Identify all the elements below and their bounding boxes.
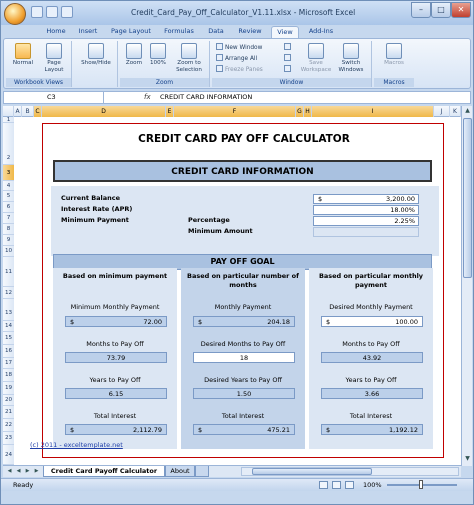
switch-windows-button[interactable]: Switch Windows — [334, 43, 368, 74]
scroll-up-icon[interactable]: ▲ — [465, 107, 470, 114]
row-header[interactable]: 8 — [3, 224, 14, 235]
new-window-button[interactable]: New Window — [216, 43, 262, 53]
column-header[interactable]: D — [42, 106, 166, 117]
tab-view[interactable]: View — [271, 26, 299, 38]
row-header[interactable]: 17 — [3, 358, 14, 369]
col1-value-1: $ 72.00 — [65, 316, 167, 327]
col1-label-3: Years to Pay Off — [89, 376, 141, 384]
group-workbook-views — [6, 41, 72, 87]
insert-sheet-icon[interactable] — [195, 466, 209, 477]
col3-value-2: 43.92 — [321, 352, 423, 363]
row-headers — [3, 117, 14, 465]
minimize-button[interactable]: – — [411, 2, 431, 18]
copyright-link[interactable]: (c) 2011 - exceltemplate.net — [30, 441, 123, 449]
col1-label-2: Months to Pay Off — [86, 340, 144, 348]
row-header[interactable]: 14 — [3, 321, 14, 332]
col3-label-4: Total Interest — [349, 412, 393, 420]
macros-button[interactable]: Macros — [378, 43, 410, 67]
unhide-icon — [284, 65, 291, 72]
col2-value-3: 1.50 — [193, 388, 295, 399]
col3-value-3: 3.66 — [321, 388, 423, 399]
col3-value-4: $ 1,192.12 — [321, 424, 423, 435]
column-header[interactable]: C — [34, 106, 42, 117]
column-header[interactable]: K — [450, 106, 461, 117]
minimum-amount-output — [313, 227, 419, 237]
col3-label-2: Months to Pay Off — [342, 340, 400, 348]
col1-value-3: 6.15 — [65, 388, 167, 399]
group-macros — [374, 41, 414, 87]
row-header[interactable]: 9 — [3, 235, 14, 246]
col2-title: Based on particular number of months — [187, 272, 299, 289]
tab-page-layout[interactable]: Page Layout — [111, 27, 151, 35]
calculator-sheet — [42, 123, 444, 458]
col3-label-3: Years to Pay Off — [345, 376, 397, 384]
zoom-to-selection-button[interactable]: Zoom to Selection — [170, 43, 208, 74]
current-balance-value: 3,200.00 — [386, 195, 415, 203]
group-label: Macros — [374, 78, 414, 87]
zoom-100-button[interactable]: 100% — [146, 43, 170, 67]
percentage-label: Percentage — [188, 216, 230, 224]
col1-label-1: Minimum Monthly Payment — [70, 303, 160, 311]
group-label: Window — [212, 78, 371, 87]
col2-value-4: $ 475.21 — [193, 424, 295, 435]
col2-label-2: Desired Months to Pay Off — [200, 340, 286, 348]
sheet-tab-about[interactable]: About — [165, 466, 195, 477]
minimum-payment-column — [53, 268, 177, 449]
show-hide-icon — [88, 43, 104, 59]
freeze-icon — [216, 65, 223, 72]
payoff-header: PAY OFF GOAL — [53, 254, 432, 270]
col3-label-1: Desired Monthly Payment — [329, 303, 413, 311]
row-header[interactable]: 4 — [3, 181, 14, 191]
group-zoom — [120, 41, 210, 87]
zoom-100-icon — [150, 43, 166, 59]
ribbon — [3, 38, 471, 89]
scroll-down-icon[interactable]: ▼ — [465, 455, 470, 462]
group-show-hide — [74, 41, 118, 87]
maximize-button[interactable]: □ — [431, 2, 451, 18]
row-header[interactable]: 18 — [3, 369, 14, 382]
first-sheet-icon[interactable]: ◀ — [7, 468, 12, 474]
row-header[interactable]: 2 — [3, 123, 14, 165]
minimum-amount-label: Minimum Amount — [188, 227, 253, 235]
formula-bar — [3, 91, 471, 104]
hide-button[interactable] — [284, 54, 293, 64]
page-break-view-icon[interactable] — [345, 481, 354, 489]
col1-value-4: $ 2,112.79 — [65, 424, 167, 435]
freeze-panes-button[interactable]: Freeze Panes — [216, 65, 263, 75]
worksheet-grid[interactable] — [14, 117, 461, 465]
switch-windows-icon — [343, 43, 359, 59]
normal-view-button[interactable]: Normal — [10, 43, 36, 67]
page-layout-icon — [46, 43, 62, 59]
tab-data[interactable]: Data — [208, 27, 224, 35]
vertical-scrollbar[interactable] — [461, 106, 472, 466]
column-header[interactable]: H — [304, 106, 312, 117]
currency-symbol: $ — [318, 195, 323, 203]
tab-review[interactable]: Review — [238, 27, 262, 35]
formula-input[interactable]: CREDIT CARD INFORMATION — [160, 93, 253, 101]
desired-months-input[interactable]: 18 — [193, 352, 295, 363]
monthly-payment-column — [309, 268, 433, 449]
sheet-title: CREDIT CARD PAY OFF CALCULATOR — [138, 133, 350, 145]
last-sheet-icon[interactable]: ▶ — [34, 468, 39, 474]
workspace-icon — [308, 43, 324, 59]
desired-payment-input[interactable]: $ 100.00 — [321, 316, 423, 327]
col1-label-4: Total Interest — [93, 412, 137, 420]
col3-title: Based on particular monthly payment — [318, 272, 424, 289]
months-column — [181, 268, 305, 449]
minimum-payment-label: Minimum Payment — [61, 216, 129, 224]
page-layout-view-button[interactable]: Page Layout — [40, 43, 68, 74]
row-header[interactable]: 23 — [3, 432, 14, 445]
row-header[interactable]: 21 — [3, 406, 14, 419]
group-label: Workbook Views — [6, 78, 71, 87]
name-box[interactable]: C3 — [4, 92, 104, 103]
office-button[interactable] — [4, 3, 26, 25]
zoom-level[interactable]: 100% — [363, 481, 382, 489]
macros-icon — [386, 43, 402, 59]
row-header[interactable]: 15 — [3, 332, 14, 345]
column-headers — [3, 106, 461, 117]
column-header[interactable]: E — [166, 106, 174, 117]
row-header[interactable]: 3 — [3, 165, 14, 181]
col2-label-4: Total Interest — [221, 412, 265, 420]
sheet-tab-calculator[interactable]: Credit Card Payoff Calculator — [43, 466, 165, 477]
row-header[interactable]: 6 — [3, 202, 14, 213]
zoom-slider-knob[interactable] — [419, 480, 423, 489]
status-bar — [1, 478, 473, 491]
show-hide-button[interactable]: Show/Hide — [78, 43, 114, 67]
row-header[interactable]: 19 — [3, 382, 14, 395]
column-header[interactable]: G — [296, 106, 304, 117]
row-header[interactable]: 1 — [3, 117, 14, 123]
arrange-icon — [216, 54, 223, 61]
col1-value-2: 73.79 — [65, 352, 167, 363]
interest-rate-input[interactable]: 18.00% — [313, 205, 419, 215]
column-header[interactable]: J — [434, 106, 450, 117]
group-label: Zoom — [120, 78, 209, 87]
column-header[interactable]: I — [312, 106, 434, 117]
row-header[interactable]: 12 — [3, 287, 14, 299]
info-box — [51, 186, 439, 256]
info-header[interactable]: CREDIT CARD INFORMATION — [53, 160, 432, 182]
split-icon — [284, 43, 291, 50]
current-balance-input[interactable] — [313, 194, 419, 204]
row-header[interactable]: 13 — [3, 299, 14, 321]
col2-label-3: Desired Years to Pay Off — [204, 376, 282, 384]
prev-sheet-icon[interactable]: ◀ — [16, 468, 21, 474]
status-ready: Ready — [13, 481, 34, 489]
row-header[interactable]: 22 — [3, 419, 14, 432]
column-header[interactable]: A — [14, 106, 22, 117]
horizontal-scrollbar[interactable] — [241, 467, 459, 476]
row-header[interactable]: 7 — [3, 213, 14, 224]
magnifier-icon — [126, 43, 142, 59]
tab-add-ins[interactable]: Add-Ins — [308, 27, 334, 35]
page-layout-view-icon[interactable] — [332, 481, 341, 489]
hide-icon — [284, 54, 291, 61]
zoom-button[interactable]: Zoom — [122, 43, 146, 67]
unhide-button[interactable] — [284, 65, 293, 75]
row-header[interactable]: 24 — [3, 445, 14, 465]
col2-label-1: Monthly Payment — [214, 303, 272, 311]
arrange-all-button[interactable]: Arrange All — [216, 54, 257, 64]
save-icon[interactable] — [31, 6, 43, 18]
col2-value-1: $ 204.18 — [193, 316, 295, 327]
vertical-scroll-thumb[interactable] — [463, 118, 472, 278]
zoom-selection-icon — [181, 43, 197, 59]
percentage-input[interactable]: 2.25% — [313, 216, 419, 226]
row-header[interactable]: 11 — [3, 257, 14, 287]
tab-home[interactable]: Home — [46, 27, 66, 35]
redo-icon[interactable] — [61, 6, 73, 18]
ribbon-tabs — [1, 25, 473, 38]
tab-formulas[interactable]: Formulas — [164, 27, 194, 35]
fx-icon[interactable]: fx — [144, 93, 151, 101]
group-window — [212, 41, 372, 87]
column-header[interactable]: B — [22, 106, 34, 117]
row-header[interactable]: 16 — [3, 345, 14, 358]
new-window-icon — [216, 43, 223, 50]
row-header[interactable]: 10 — [3, 246, 14, 257]
normal-view-icon[interactable] — [319, 481, 328, 489]
select-all-corner[interactable] — [3, 106, 14, 117]
col1-title: Based on minimum payment — [62, 272, 168, 280]
undo-icon[interactable] — [46, 6, 58, 18]
save-workspace-button[interactable]: Save Workspace — [300, 43, 332, 74]
split-button[interactable] — [284, 43, 293, 53]
title-bar — [1, 1, 473, 25]
normal-view-icon — [15, 43, 31, 59]
current-balance-label: Current Balance — [61, 194, 121, 202]
tab-insert[interactable]: Insert — [78, 27, 98, 35]
interest-rate-label: Interest Rate (APR) — [61, 205, 133, 213]
row-header[interactable]: 20 — [3, 395, 14, 406]
next-sheet-icon[interactable]: ▶ — [25, 468, 30, 474]
close-button[interactable]: ✕ — [451, 2, 471, 18]
column-header[interactable]: F — [174, 106, 296, 117]
window-title: Credit_Card_Pay_Off_Calculator_V1.11.xlsx - Microsoft Excel — [131, 8, 356, 17]
row-header[interactable]: 5 — [3, 191, 14, 202]
horizontal-scroll-thumb[interactable] — [252, 468, 372, 475]
